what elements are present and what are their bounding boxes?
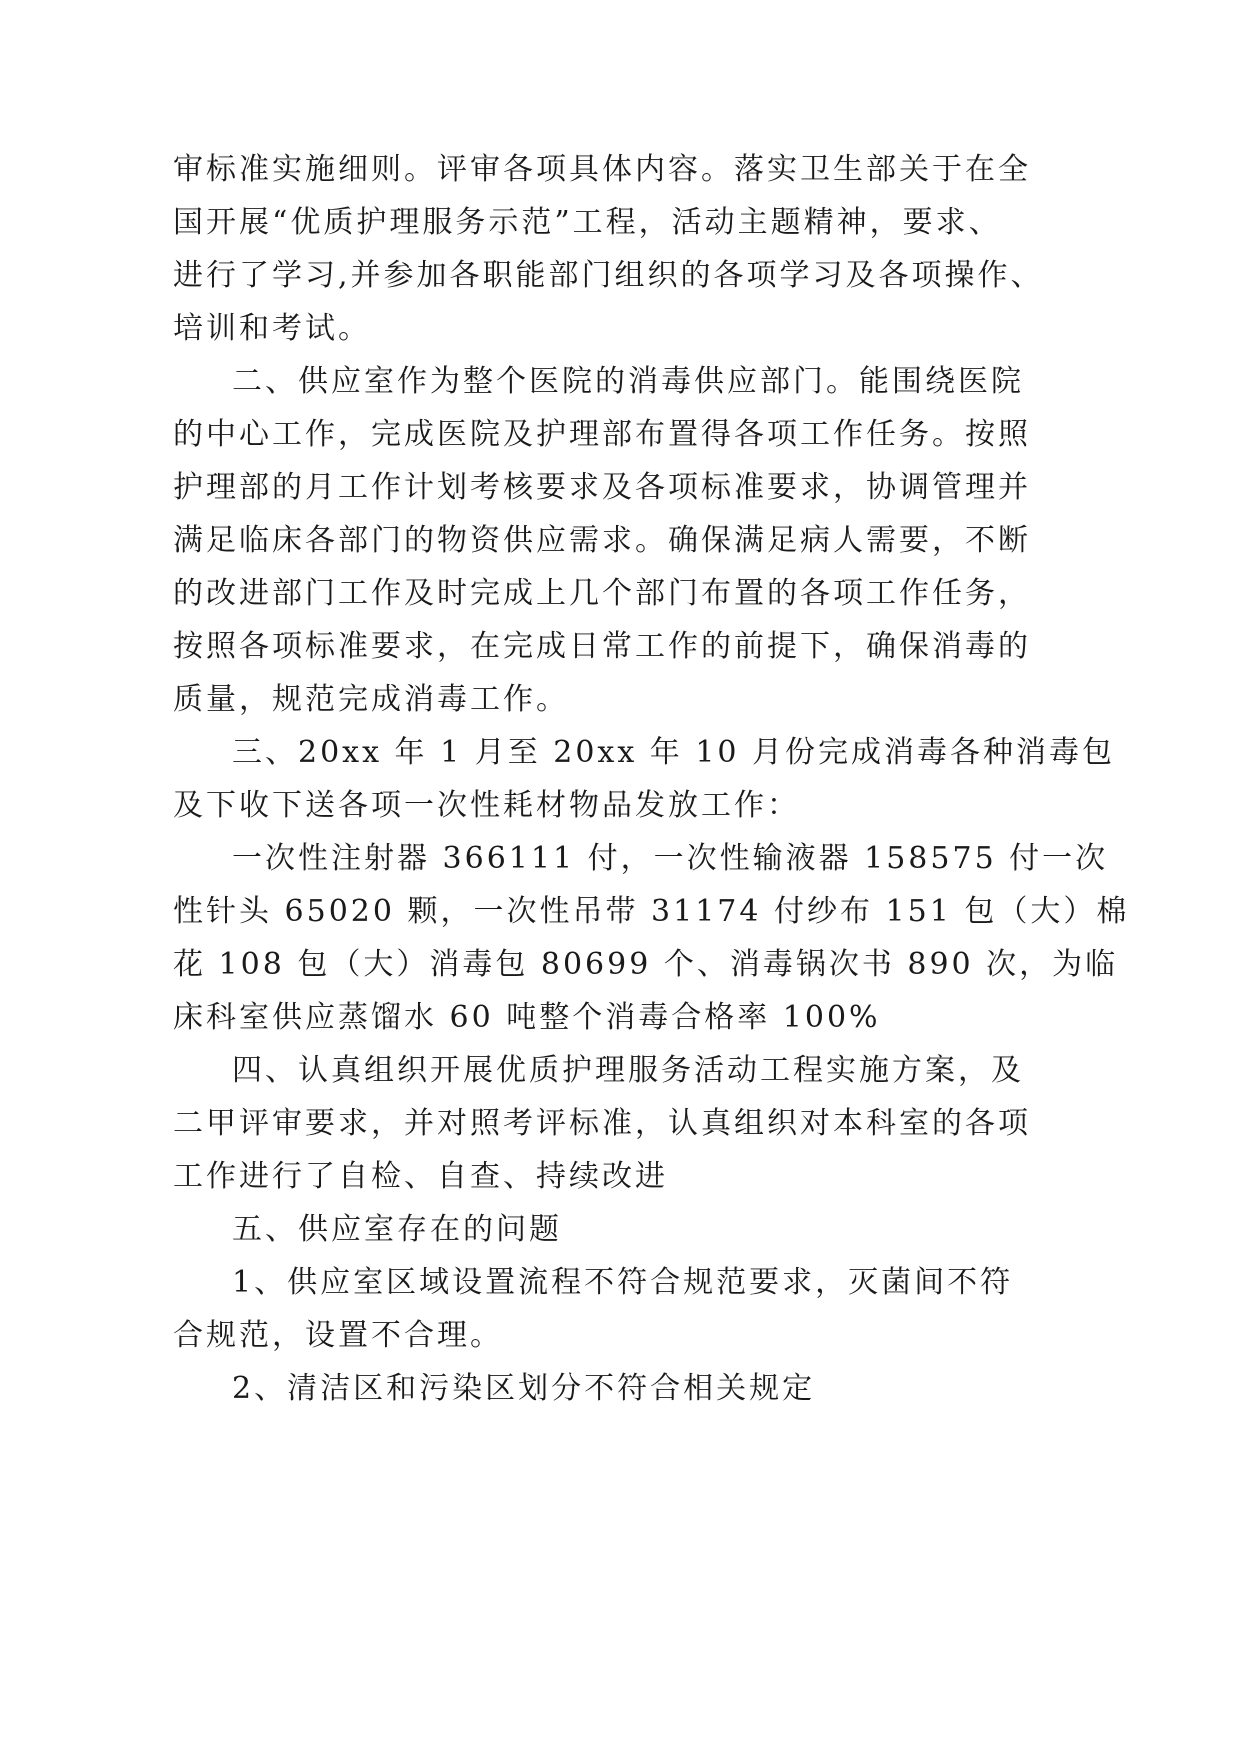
text-line: 工作进行了自检、自查、持续改进 (173, 1159, 668, 1194)
paragraph-start-line: 一次性注射器 366111 付，一次性输液器 158575 付一次 (232, 841, 1109, 876)
text-line: 二甲评审要求，并对照考评标准，认真组织对本科室的各项 (173, 1106, 1031, 1141)
text-line: 花 108 包（大）消毒包 80699 个、消毒锅次书 890 次，为临 (173, 947, 1119, 982)
section-heading-line: 五、供应室存在的问题 (232, 1212, 562, 1247)
paragraph-start-line: 2、清洁区和污染区划分不符合相关规定 (232, 1371, 816, 1406)
paragraph-start-line: 二、供应室作为整个医院的消毒供应部门。能围绕医院 (232, 364, 1024, 399)
text-line: 合规范，设置不合理。 (173, 1318, 503, 1353)
text-line: 的改进部门工作及时完成上几个部门布置的各项工作任务， (173, 576, 1031, 611)
text-line: 护理部的月工作计划考核要求及各项标准要求，协调管理并 (173, 470, 1031, 505)
text-line: 质量，规范完成消毒工作。 (173, 682, 569, 717)
paragraph-start-line: 四、认真组织开展优质护理服务活动工程实施方案，及 (232, 1053, 1024, 1088)
text-line: 进行了学习,并参加各职能部门组织的各项学习及各项操作、 (173, 258, 1044, 293)
text-line: 按照各项标准要求，在完成日常工作的前提下，确保消毒的 (173, 629, 1031, 664)
text-line: 审标准实施细则。评审各项具体内容。落实卫生部关于在全 (173, 152, 1031, 187)
text-line: 性针头 65020 颗，一次性吊带 31174 付纱布 151 包（大）棉 (173, 894, 1130, 929)
text-line: 的中心工作，完成医院及护理部布置得各项工作任务。按照 (173, 417, 1031, 452)
text-line: 床科室供应蒸馏水 60 吨整个消毒合格率 100% (173, 1000, 881, 1035)
text-line: 培训和考试。 (173, 311, 371, 346)
paragraph-start-line: 三、20xx 年 1 月至 20xx 年 10 月份完成消毒各种消毒包 (232, 735, 1116, 770)
text-line: 及下收下送各项一次性耗材物品发放工作： (173, 788, 800, 823)
text-line: 满足临床各部门的物资供应需求。确保满足病人需要，不断 (173, 523, 1031, 558)
text-line: 国开展“优质护理服务示范”工程，活动主题精神，要求、 (173, 205, 1002, 240)
paragraph-start-line: 1、供应室区域设置流程不符合规范要求，灭菌间不符 (232, 1265, 1014, 1300)
